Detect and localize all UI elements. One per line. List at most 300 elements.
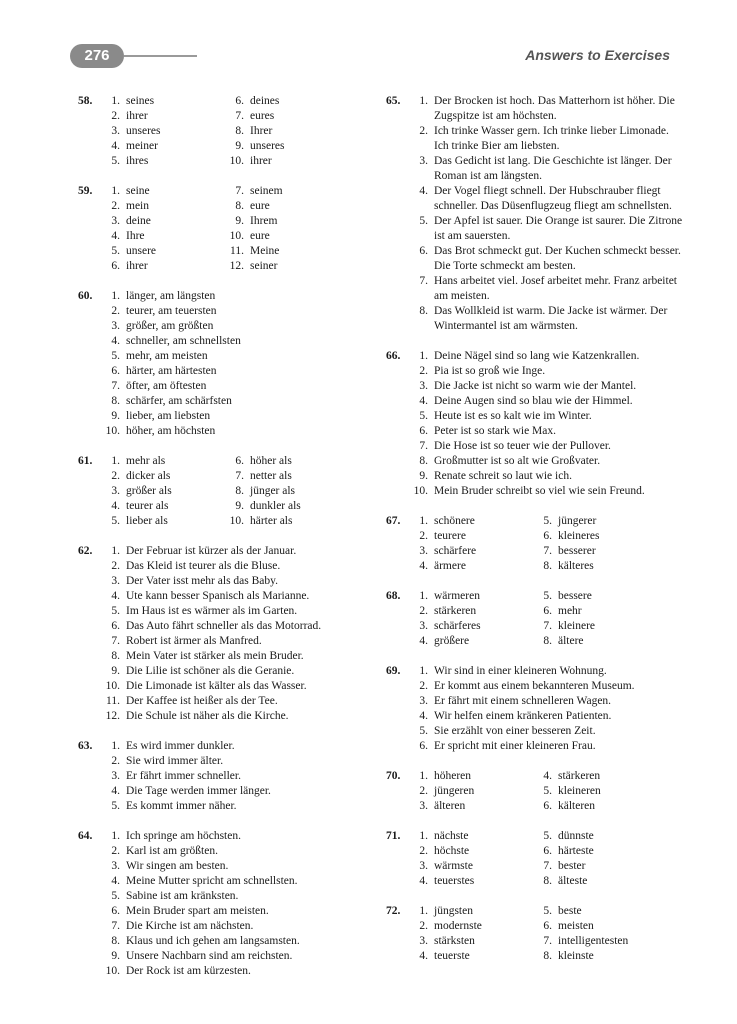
answer-number: 2.: [419, 845, 428, 857]
answer-text: seinem: [250, 185, 283, 197]
answer-number: 8.: [419, 455, 428, 467]
answer-number: 1.: [111, 740, 120, 752]
exercise-answers: [102, 94, 378, 169]
answer-item: [102, 544, 378, 559]
answer-number: 6.: [543, 530, 552, 542]
answer-text: Robert ist ärmer als Manfred.: [126, 635, 262, 647]
answer-number: 1.: [419, 590, 428, 602]
answer-text: kleinere: [558, 620, 596, 632]
answer-text: bessere: [558, 590, 592, 602]
answer-number: 6.: [419, 245, 428, 257]
answer-text: öfter, am öftesten: [126, 380, 207, 392]
answer-number: 3.: [419, 860, 428, 872]
answer-text: länger, am längsten: [126, 290, 216, 302]
answer-text: Sabine ist am kränksten.: [126, 890, 239, 902]
answer-number: 11.: [106, 695, 120, 707]
exercise-answers: [102, 454, 378, 529]
answer-number: 9.: [111, 665, 120, 677]
answer-text: dünnste: [558, 830, 594, 842]
answer-item: [102, 199, 226, 214]
answer-text: stärkeren: [558, 770, 601, 782]
answer-number: 4.: [419, 635, 428, 647]
answer-item: [102, 109, 226, 124]
answer-item: [226, 94, 346, 109]
answer-number: 10.: [229, 230, 244, 242]
answer-item: [102, 709, 378, 724]
exercise-answers: [102, 289, 378, 439]
answer-text: Renate schreit so laut wie ich.: [434, 470, 572, 482]
answer-text: meisten: [558, 920, 594, 932]
answer-number: 1.: [111, 95, 120, 107]
answer-text: Die Tage werden immer länger.: [126, 785, 271, 797]
exercise-answers: [410, 664, 686, 754]
answer-item: [410, 484, 686, 499]
answer-item: [102, 904, 378, 919]
exercise-68: [386, 589, 686, 649]
answer-text: Die Kirche ist am nächsten.: [126, 920, 254, 932]
answer-text: Ihrer: [250, 125, 273, 137]
exercise-58: [78, 94, 378, 169]
answer-number: 7.: [543, 545, 552, 557]
answer-text: Der Vater isst mehr als das Baby.: [126, 575, 279, 587]
answer-text: schärfere: [434, 545, 477, 557]
answer-number: 8.: [543, 560, 552, 572]
answer-text: Der Rock ist am kürzesten.: [126, 965, 251, 977]
answer-text: Mein Bruder schreibt so viel wie sein Freund.: [434, 485, 645, 497]
exercise-answers: [102, 739, 378, 814]
answer-number: 10.: [105, 965, 120, 977]
answer-text: schärferes: [434, 620, 481, 632]
answer-item: [226, 199, 346, 214]
answer-text: dunkler als: [250, 500, 301, 512]
answer-text: Das Gedicht ist lang. Die Geschichte ist länger. Der Roman ist am längsten.: [434, 155, 672, 182]
answer-text: Wir sind in einer kleineren Wohnung.: [434, 665, 607, 677]
answer-text: mehr: [558, 605, 582, 617]
exercise-number: 66.: [386, 350, 401, 362]
answer-item: [226, 109, 346, 124]
answer-item: [410, 694, 686, 709]
answer-text: Peter ist so stark wie Max.: [434, 425, 557, 437]
answer-item: [410, 439, 686, 454]
answer-item: [410, 739, 686, 754]
answer-text: Unsere Nachbarn sind am reichsten.: [126, 950, 293, 962]
answer-number: 4.: [111, 500, 120, 512]
answer-number: 2.: [419, 365, 428, 377]
answer-item: [102, 499, 226, 514]
answer-number: 4.: [111, 140, 120, 152]
answer-item: [534, 844, 674, 859]
answer-item: [102, 379, 378, 394]
answer-item: [534, 769, 674, 784]
answer-text: unseres: [126, 125, 161, 137]
answer-item: [410, 769, 534, 784]
answer-number: 5.: [111, 350, 120, 362]
answer-text: kleinste: [558, 950, 594, 962]
answer-number: 1.: [419, 905, 428, 917]
exercise-66: [386, 349, 686, 499]
answer-number: 2.: [419, 680, 428, 692]
answer-number: 3.: [419, 380, 428, 392]
exercise-answers: [410, 904, 686, 964]
answer-number: 1.: [111, 290, 120, 302]
answer-text: höchste: [434, 845, 470, 857]
answer-item: [534, 904, 674, 919]
exercise-number: 72.: [386, 905, 401, 917]
exercise-60: [78, 289, 378, 439]
answer-item: [102, 289, 378, 304]
answer-number: 7.: [111, 380, 120, 392]
exercise-number: 71.: [386, 830, 401, 842]
answer-item: [226, 484, 346, 499]
answer-text: Das Auto fährt schneller als das Motorrad.: [126, 620, 322, 632]
answer-number: 7.: [543, 620, 552, 632]
answer-item: [410, 709, 686, 724]
answer-text: jünger als: [250, 485, 296, 497]
answer-item: [410, 604, 534, 619]
exercise-answers: [102, 544, 378, 724]
answer-item: [410, 724, 686, 739]
answer-text: schneller, am schnellsten: [126, 335, 241, 347]
answer-text: Er kommt aus einem bekannteren Museum.: [434, 680, 635, 692]
answer-item: [102, 649, 378, 664]
answer-number: 2.: [419, 530, 428, 542]
answer-number: 2.: [419, 785, 428, 797]
answer-number: 8.: [235, 125, 244, 137]
exercise-number: 63.: [78, 740, 93, 752]
answer-item: [410, 544, 534, 559]
header-rule: [124, 55, 197, 57]
answer-number: 4.: [543, 770, 552, 782]
answer-text: beste: [558, 905, 582, 917]
answer-text: Großmutter ist so alt wie Großvater.: [434, 455, 601, 467]
exercise-64: [78, 829, 378, 979]
answer-number: 9.: [111, 950, 120, 962]
answer-text: Die Schule ist näher als die Kirche.: [126, 710, 289, 722]
answer-text: Ihre: [126, 230, 145, 242]
answer-number: 10.: [105, 425, 120, 437]
answer-item: [410, 874, 534, 889]
answer-number: 4.: [419, 560, 428, 572]
answer-item: [226, 259, 346, 274]
exercise-answers: [410, 829, 686, 889]
answer-number: 4.: [111, 335, 120, 347]
answer-text: Er spricht mit einer kleineren Frau.: [434, 740, 596, 752]
answer-item: [102, 244, 226, 259]
answer-number: 3.: [419, 695, 428, 707]
answer-number: 5.: [543, 515, 552, 527]
answer-number: 8.: [419, 305, 428, 317]
answer-number: 3.: [111, 485, 120, 497]
answer-item: [410, 949, 534, 964]
answer-text: deine: [126, 215, 151, 227]
answer-text: Die Lilie ist schöner als die Geranie.: [126, 665, 295, 677]
answer-item: [102, 604, 378, 619]
answer-number: 5.: [543, 905, 552, 917]
answer-item: [102, 784, 378, 799]
answer-item: [410, 934, 534, 949]
answer-number: 5.: [111, 245, 120, 257]
page-header-title: Answers to Exercises: [525, 47, 670, 63]
answer-text: Mein Vater ist stärker als mein Bruder.: [126, 650, 304, 662]
answer-text: wärmste: [434, 860, 473, 872]
answer-item: [102, 514, 226, 529]
answer-item: [102, 394, 378, 409]
answer-item: [410, 394, 686, 409]
answer-number: 6.: [419, 740, 428, 752]
exercise-number: 68.: [386, 590, 401, 602]
answer-number: 6.: [543, 920, 552, 932]
answer-number: 4.: [419, 710, 428, 722]
answer-text: stärkeren: [434, 605, 477, 617]
answer-item: [534, 934, 674, 949]
answer-text: Ich trinke Wasser gern. Ich trinke lieber Limonade. Ich trinke Bier am liebsten.: [434, 125, 669, 152]
answer-number: 8.: [543, 635, 552, 647]
answer-number: 6.: [111, 365, 120, 377]
answer-item: [410, 559, 534, 574]
answer-item: [226, 229, 346, 244]
answer-number: 2.: [419, 920, 428, 932]
answer-item: [410, 409, 686, 424]
answer-item: [534, 784, 674, 799]
answer-item: [410, 514, 534, 529]
answer-item: [102, 829, 378, 844]
answer-item: [410, 94, 686, 124]
answer-item: [410, 904, 534, 919]
exercise-answers: [102, 829, 378, 979]
answer-text: Wir singen am besten.: [126, 860, 229, 872]
answer-number: 7.: [543, 935, 552, 947]
answer-text: lieber als: [126, 515, 168, 527]
answer-text: Das Kleid ist teurer als die Bluse.: [126, 560, 281, 572]
answer-text: älteren: [434, 800, 466, 812]
answer-number: 7.: [111, 920, 120, 932]
answer-text: jüngsten: [434, 905, 473, 917]
answer-text: mein: [126, 200, 149, 212]
answer-item: [534, 634, 674, 649]
answer-text: Deine Augen sind so blau wie der Himmel.: [434, 395, 633, 407]
answer-text: modernste: [434, 920, 482, 932]
answer-number: 9.: [235, 500, 244, 512]
answer-number: 2.: [111, 305, 120, 317]
answer-number: 3.: [419, 620, 428, 632]
answer-item: [102, 934, 378, 949]
answer-text: Ihrem: [250, 215, 278, 227]
answer-number: 5.: [111, 155, 120, 167]
answer-number: 8.: [111, 935, 120, 947]
answer-number: 1.: [419, 350, 428, 362]
left-column: [78, 94, 378, 994]
answer-item: [102, 409, 378, 424]
exercise-59: [78, 184, 378, 274]
answer-text: eure: [250, 230, 270, 242]
answer-text: ihrer: [126, 110, 148, 122]
answer-text: schönere: [434, 515, 475, 527]
answer-number: 4.: [111, 785, 120, 797]
answer-number: 3.: [111, 215, 120, 227]
answer-text: netter als: [250, 470, 292, 482]
answer-number: 7.: [235, 470, 244, 482]
answer-number: 3.: [419, 935, 428, 947]
answer-number: 8.: [235, 485, 244, 497]
answer-item: [410, 214, 686, 244]
answer-text: ältere: [558, 635, 584, 647]
answer-number: 2.: [111, 845, 120, 857]
answer-text: seine: [126, 185, 150, 197]
answer-text: schärfer, am schärfsten: [126, 395, 232, 407]
answer-item: [534, 919, 674, 934]
answer-number: 2.: [111, 110, 120, 122]
answer-number: 3.: [419, 545, 428, 557]
answer-item: [410, 469, 686, 484]
answer-item: [534, 589, 674, 604]
exercise-69: [386, 664, 686, 754]
answer-item: [410, 379, 686, 394]
answer-number: 6.: [543, 845, 552, 857]
answer-item: [410, 634, 534, 649]
answer-item: [410, 184, 686, 214]
answer-text: ihrer: [126, 260, 148, 272]
answer-item: [226, 499, 346, 514]
exercise-answers: [410, 514, 686, 574]
exercise-number: 67.: [386, 515, 401, 527]
answer-item: [534, 529, 674, 544]
answer-item: [102, 754, 378, 769]
answer-text: Das Wollkleid ist warm. Die Jacke ist wärmer. Der Wintermantel ist am wärmsten.: [434, 305, 668, 332]
answer-text: ärmere: [434, 560, 466, 572]
answer-item: [102, 844, 378, 859]
answer-item: [102, 889, 378, 904]
answer-number: 6.: [419, 425, 428, 437]
answer-number: 4.: [419, 185, 428, 197]
answer-number: 8.: [543, 950, 552, 962]
answer-item: [410, 589, 534, 604]
answer-number: 1.: [419, 95, 428, 107]
answer-item: [534, 859, 674, 874]
answer-number: 5.: [111, 605, 120, 617]
answer-item: [102, 214, 226, 229]
exercise-61: [78, 454, 378, 529]
answer-number: 1.: [419, 515, 428, 527]
answer-number: 5.: [419, 410, 428, 422]
answer-number: 6.: [111, 260, 120, 272]
answer-text: Deine Nägel sind so lang wie Katzenkrallen.: [434, 350, 640, 362]
answer-number: 6.: [111, 905, 120, 917]
answer-item: [226, 514, 346, 529]
answer-text: größere: [434, 635, 470, 647]
exercise-answers: [410, 349, 686, 499]
answer-item: [102, 574, 378, 589]
answer-number: 4.: [111, 230, 120, 242]
answer-text: teurere: [434, 530, 466, 542]
answer-text: meiner: [126, 140, 158, 152]
answer-item: [102, 859, 378, 874]
answer-text: Klaus und ich gehen am langsamsten.: [126, 935, 300, 947]
answer-text: Mein Bruder spart am meisten.: [126, 905, 269, 917]
answer-text: höher, am höchsten: [126, 425, 216, 437]
exercise-70: [386, 769, 686, 814]
answer-item: [102, 334, 378, 349]
answer-number: 7.: [419, 440, 428, 452]
answer-number: 4.: [419, 950, 428, 962]
answer-text: besserer: [558, 545, 596, 557]
exercise-answers: [410, 589, 686, 649]
answer-text: teurer, am teuersten: [126, 305, 217, 317]
answer-text: Das Brot schmeckt gut. Der Kuchen schmeckt besser. Die Torte schmeckt am besten.: [434, 245, 681, 272]
answer-text: teuerstes: [434, 875, 475, 887]
answer-text: wärmeren: [434, 590, 480, 602]
answer-number: 1.: [111, 830, 120, 842]
exercise-number: 70.: [386, 770, 401, 782]
answer-item: [102, 424, 378, 439]
answer-number: 3.: [111, 575, 120, 587]
answer-text: ihres: [126, 155, 149, 167]
answer-number: 12.: [105, 710, 120, 722]
answer-item: [102, 469, 226, 484]
answer-text: teuerste: [434, 950, 470, 962]
answer-item: [102, 949, 378, 964]
answer-item: [534, 949, 674, 964]
answer-item: [534, 514, 674, 529]
answer-text: Es kommt immer näher.: [126, 800, 237, 812]
exercise-number: 61.: [78, 455, 93, 467]
answer-text: mehr, am meisten: [126, 350, 208, 362]
answer-text: größer als: [126, 485, 172, 497]
answer-item: [102, 319, 378, 334]
answer-number: 8.: [543, 875, 552, 887]
answer-text: unseres: [250, 140, 285, 152]
answer-number: 7.: [543, 860, 552, 872]
answer-item: [102, 694, 378, 709]
answer-text: kälteres: [558, 560, 594, 572]
answer-item: [534, 544, 674, 559]
answer-item: [410, 349, 686, 364]
answer-number: 6.: [543, 800, 552, 812]
answer-text: härter als: [250, 515, 293, 527]
answer-item: [226, 124, 346, 139]
answer-text: Heute ist es so kalt wie im Winter.: [434, 410, 592, 422]
answer-number: 3.: [419, 800, 428, 812]
exercise-65: [386, 94, 686, 334]
answer-text: Meine: [250, 245, 280, 257]
answer-item: [102, 94, 226, 109]
answer-item: [410, 829, 534, 844]
answer-item: [102, 739, 378, 754]
answer-item: [534, 874, 674, 889]
answer-text: Karl ist am größten.: [126, 845, 218, 857]
answer-text: deines: [250, 95, 280, 107]
answer-number: 3.: [419, 155, 428, 167]
answer-number: 3.: [111, 770, 120, 782]
answer-number: 7.: [111, 635, 120, 647]
page-number-badge: 276: [70, 44, 124, 68]
answer-text: unsere: [126, 245, 157, 257]
answer-text: Pia ist so groß wie Inge.: [434, 365, 546, 377]
answer-text: stärksten: [434, 935, 475, 947]
exercise-number: 60.: [78, 290, 93, 302]
answer-item: [102, 124, 226, 139]
answer-text: Sie erzählt von einer besseren Zeit.: [434, 725, 596, 737]
answer-number: 6.: [111, 620, 120, 632]
answer-item: [410, 124, 686, 154]
answer-item: [410, 784, 534, 799]
answer-item: [410, 454, 686, 469]
answer-number: 7.: [419, 275, 428, 287]
exercise-number: 59.: [78, 185, 93, 197]
answer-number: 3.: [111, 860, 120, 872]
answer-text: härter, am härtesten: [126, 365, 217, 377]
right-column: [386, 94, 686, 979]
answer-item: [410, 529, 534, 544]
